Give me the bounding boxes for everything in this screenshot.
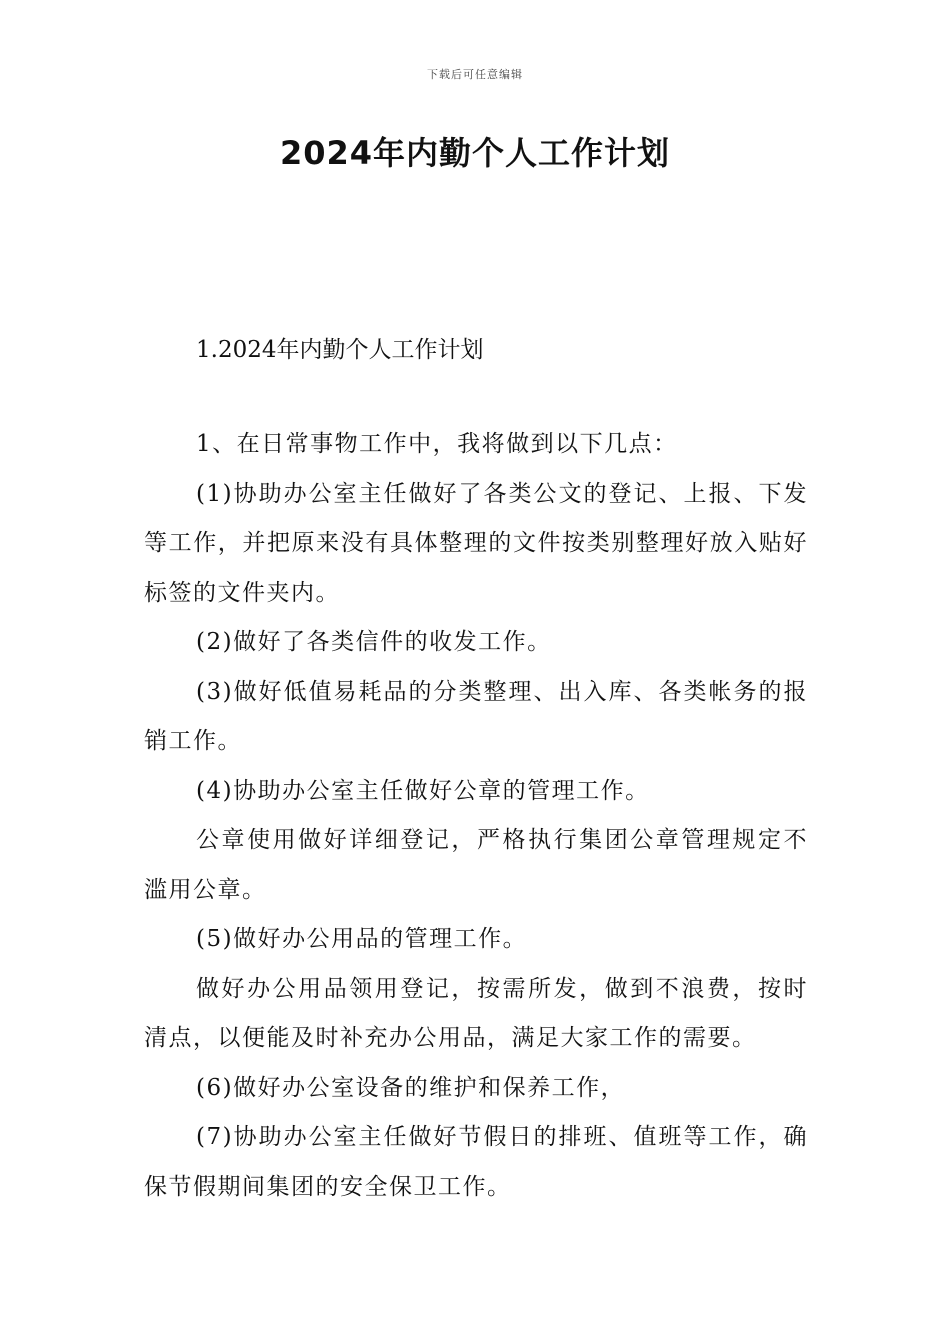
paragraph: 1、在日常事物工作中，我将做到以下几点：	[196, 431, 678, 457]
section-heading: 1.2024年内勤个人工作计划	[196, 337, 484, 363]
paragraph: (6)做好办公室设备的维护和保养工作，	[196, 1074, 626, 1101]
paragraph: (2)做好了各类信件的收发工作。	[196, 629, 552, 655]
paragraph: (5)做好办公用品的管理工作。	[196, 926, 528, 952]
paragraph: (4)协助办公室主任做好公章的管理工作。	[196, 777, 650, 804]
paragraph: 做好办公用品领用登记，按需所发，做到不浪费，按时清点，以便能及时补充办公用品，满足大家工作的需要。	[144, 975, 808, 1051]
paragraph: 公章使用做好详细登记，严格执行集团公章管理规定不滥用公章。	[144, 827, 808, 903]
header-note: 下载后可任意编辑	[427, 68, 523, 81]
paragraph: (3)做好低值易耗品的分类整理、出入库、各类帐务的报销工作。	[144, 678, 808, 754]
page-title: 2024年内勤个人工作计划	[279, 134, 671, 172]
document-body	[144, 330, 808, 1212]
paragraph: (1)协助办公室主任做好了各类公文的登记、上报、下发等工作，并把原来没有具体整理的文件按类别整理好放入贴好标签的文件夹内。	[144, 480, 808, 606]
paragraph: (7)协助办公室主任做好节假日的排班、值班等工作，确保节假期间集团的安全保卫工作。	[144, 1124, 808, 1200]
